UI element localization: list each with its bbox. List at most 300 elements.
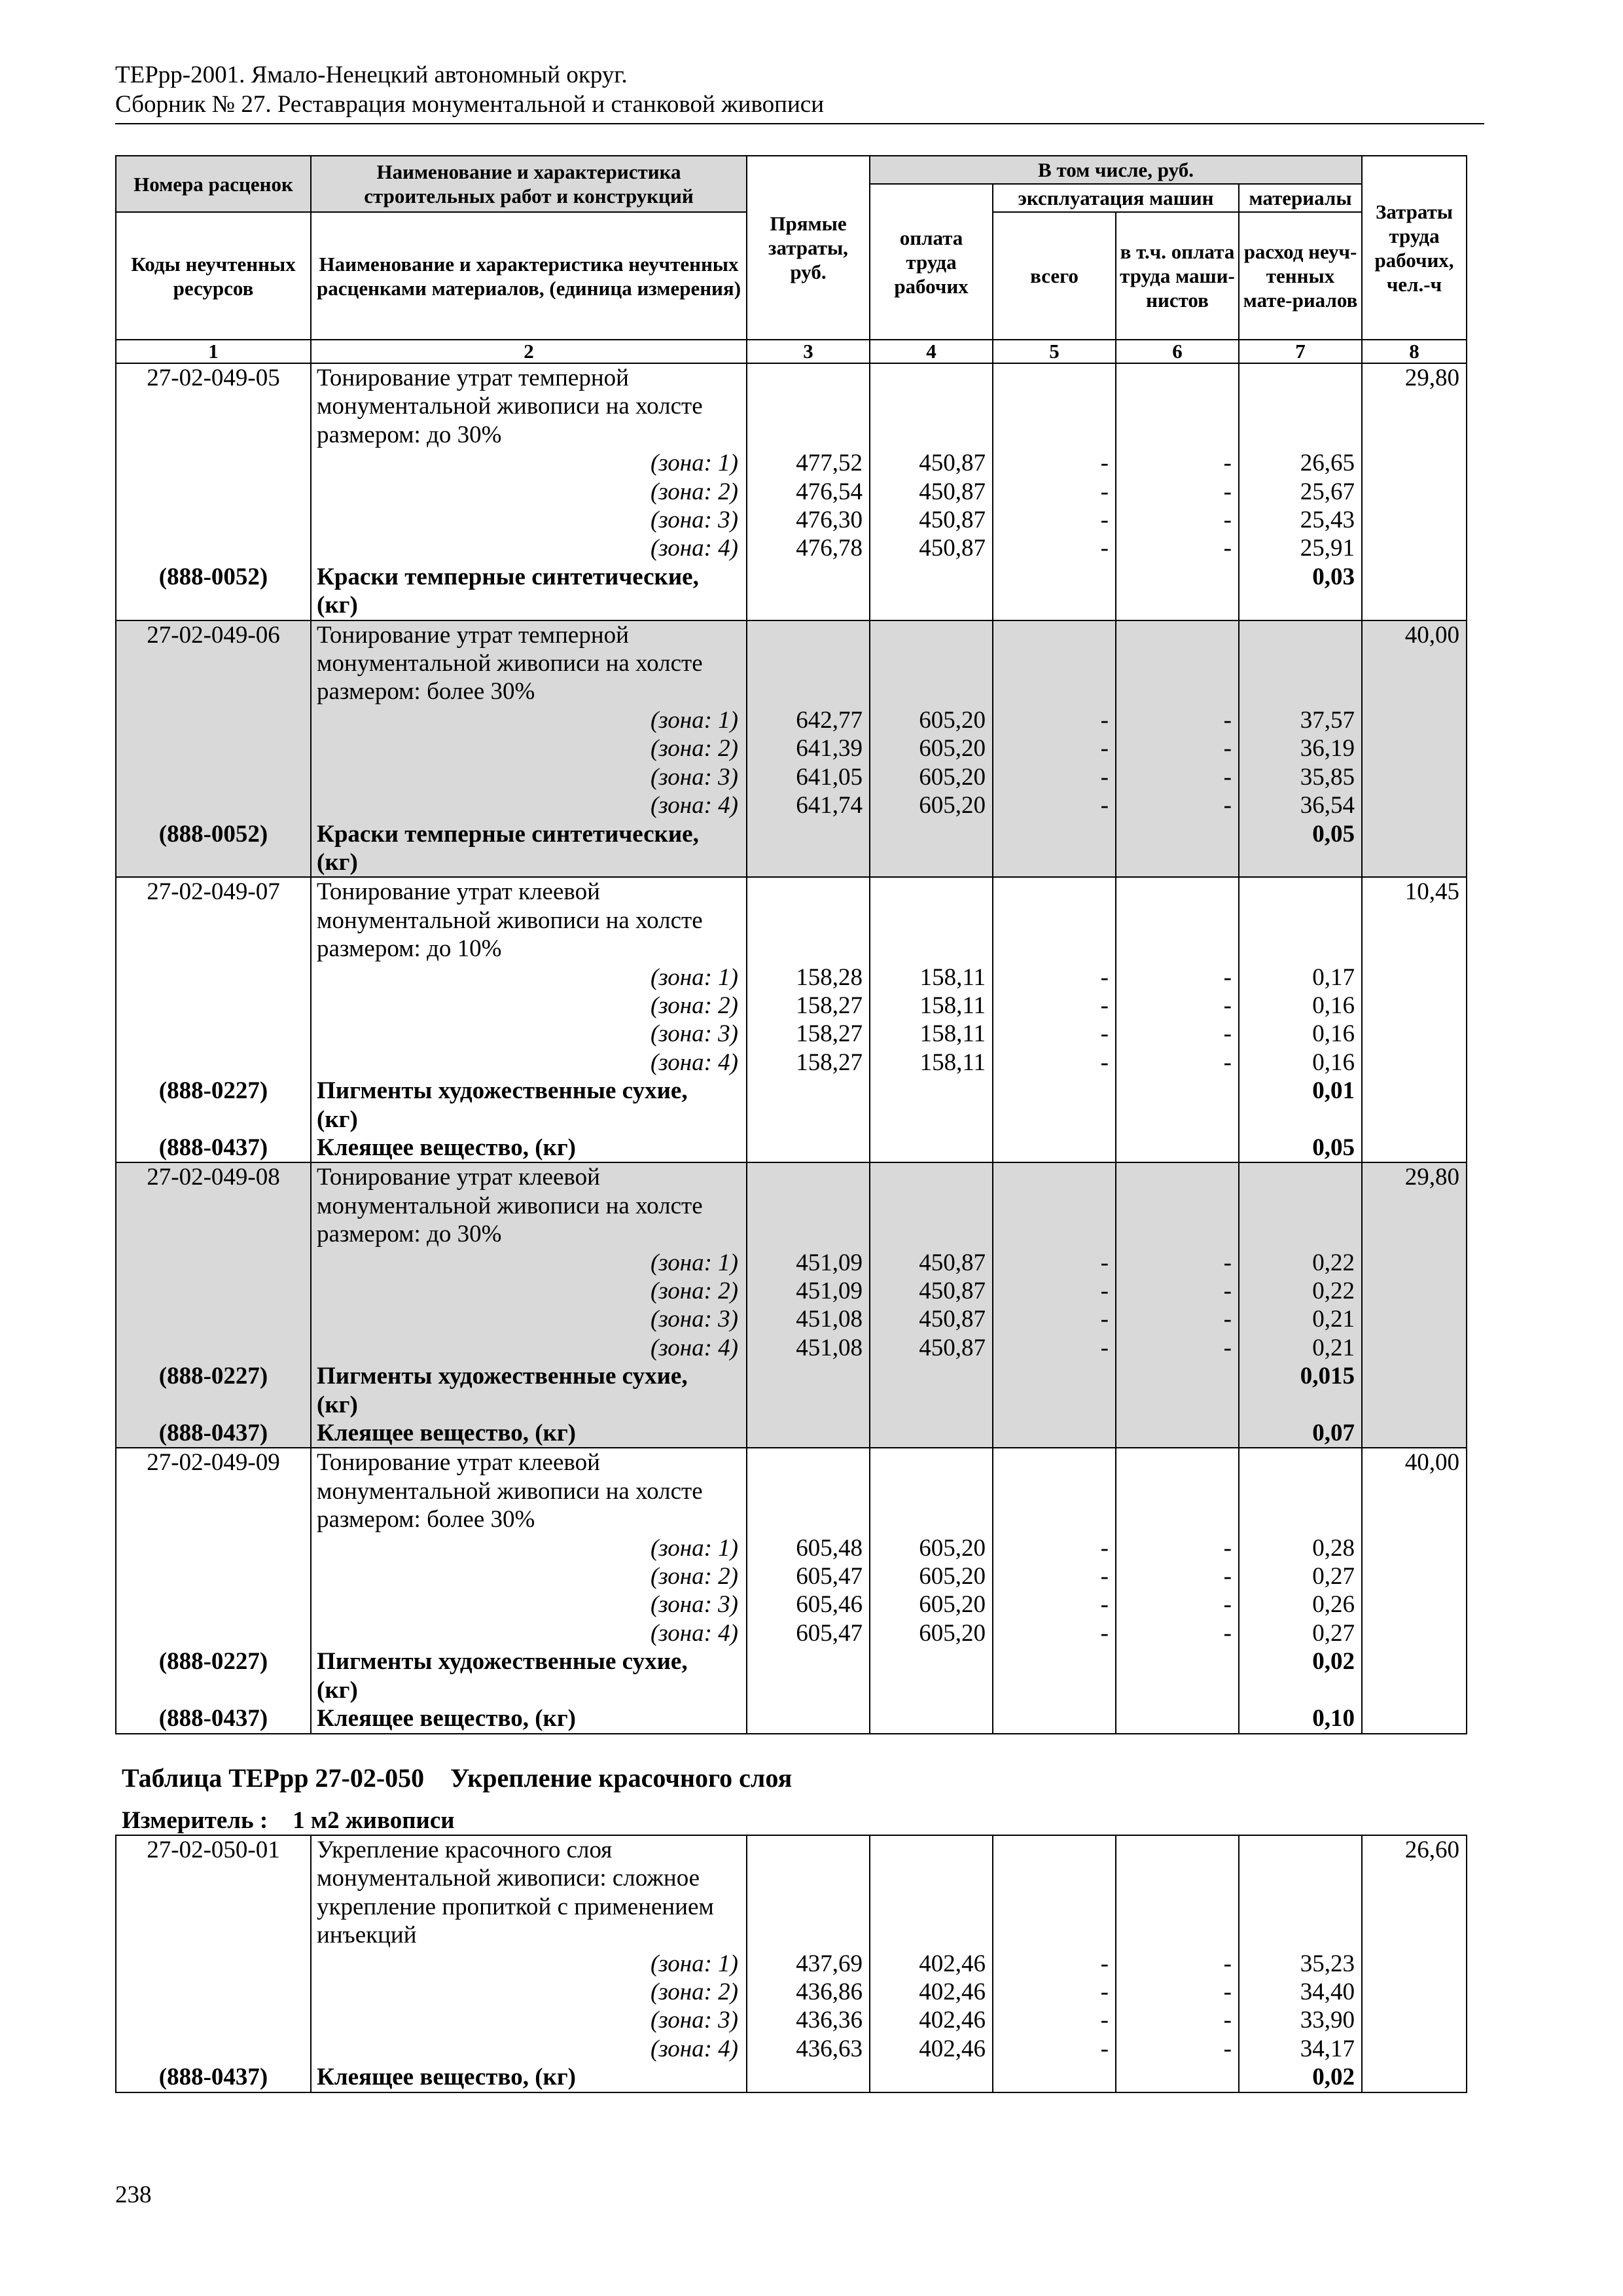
resource-name-line: Пигменты художественные сухие, [311,1077,747,1105]
labor-pay-value: 450,87 [870,1249,993,1277]
table-2-title [122,1763,792,1793]
machinist-pay-value: - [1116,992,1239,1020]
cell [1116,1676,1239,1704]
cell [870,1105,993,1134]
cell [116,1305,311,1333]
cell [870,649,993,677]
col-header-rate-numbers: Номера расценок [116,156,311,212]
cell [1362,935,1467,963]
cell [1362,2063,1467,2092]
labor-pay-value: 402,46 [870,2035,993,2063]
materials-value: 33,90 [1239,2006,1362,2034]
resource-name-line: Клеящее вещество, (кг) [311,1419,747,1448]
resource-code: (888-0227) [116,1077,311,1105]
resource-value: 0,02 [1239,1647,1362,1676]
cell [870,1704,993,1733]
col-number: 6 [1116,340,1239,363]
labor-pay-value: 605,20 [870,791,993,819]
document-header [115,60,1484,119]
cell [993,820,1116,848]
cell [116,1921,311,1949]
cell [1239,649,1362,677]
zone-label: (зона: 1) [311,706,747,734]
cell [870,421,993,449]
rate-name-line: Тонирование утрат темперной [311,363,747,392]
cell [993,1477,1116,1505]
materials-value: 0,16 [1239,1020,1362,1048]
cell [1116,820,1239,848]
labor-pay-value: 605,20 [870,1534,993,1562]
header-line-2: Сборник № 27. Реставрация монументальной и станковой живописи [115,91,825,118]
cell [870,591,993,620]
machinist-pay-value: - [1116,534,1239,562]
machines-value: - [993,992,1116,1020]
rate-block [116,1835,1467,2092]
col-header-labor-pay: оплата труда рабочих [870,184,993,340]
materials-value: 34,17 [1239,2035,1362,2063]
labor-pay-value: 605,20 [870,1619,993,1647]
table-row [116,392,1467,420]
table-row [116,449,1467,477]
table-row [116,791,1467,819]
resource-code: (888-0437) [116,2063,311,2092]
machines-value: - [993,706,1116,734]
cell [870,877,993,906]
machines-value: - [993,1020,1116,1048]
cell [870,363,993,392]
cell [870,1192,993,1220]
cell [870,1419,993,1448]
materials-value: 34,40 [1239,1978,1362,2006]
table-row [116,1893,1467,1921]
zone-label: (зона: 1) [311,1534,747,1562]
machines-value: - [993,1590,1116,1619]
cell [1239,1835,1362,1864]
cell [993,1391,1116,1419]
rate-name-line: монументальной живописи на холсте [311,1477,747,1505]
cell [1362,763,1467,791]
cell [1362,392,1467,420]
table-2-name: Укрепление красочного слоя [450,1763,793,1793]
cell [993,1893,1116,1921]
cell [1362,591,1467,620]
machines-value: - [993,1277,1116,1305]
rate-block [116,363,1467,620]
table-row [116,1534,1467,1562]
resource-name-line: (кг) [311,1676,747,1704]
table-row [116,1049,1467,1077]
cell [1116,848,1239,877]
table-row [116,963,1467,992]
machinist-pay-value: - [1116,791,1239,819]
materials-value: 26,65 [1239,449,1362,477]
cell [1116,1647,1239,1676]
cell [1239,591,1362,620]
cell [116,421,311,449]
machines-value: - [993,1950,1116,1978]
cell [1362,534,1467,562]
labor-pay-value: 402,46 [870,1978,993,2006]
resource-name-line: Краски темперные синтетические, [311,563,747,591]
cell [1362,820,1467,848]
zone-label: (зона: 4) [311,534,747,562]
zone-label: (зона: 4) [311,1619,747,1647]
cell [116,1864,311,1892]
machinist-pay-value: - [1116,1562,1239,1590]
materials-value: 0,16 [1239,992,1362,1020]
table-row [116,421,1467,449]
col-number: 8 [1362,340,1467,363]
cell [993,363,1116,392]
cell [1239,677,1362,706]
cell [870,1134,993,1162]
rate-code: 27-02-049-05 [116,363,311,392]
cell [116,791,311,819]
cell [116,1893,311,1921]
materials-value: 0,17 [1239,963,1362,992]
cell [747,1362,870,1390]
header-line-1: ТЕРрр-2001. Ямало-Ненецкий автономный округ. [115,62,628,88]
materials-value: 0,16 [1239,1049,1362,1077]
rate-code: 27-02-049-09 [116,1448,311,1477]
machines-value: - [993,534,1116,562]
table-row [116,1978,1467,2006]
zone-label: (зона: 4) [311,2035,747,2063]
direct-cost-value: 437,69 [747,1950,870,1978]
rate-block [116,620,1467,878]
cell [747,1477,870,1505]
table-row [116,363,1467,392]
cell [747,1391,870,1419]
rate-block [116,877,1467,1162]
rate-name-line: размером: до 10% [311,935,747,963]
labor-pay-value: 158,11 [870,1020,993,1048]
machinist-pay-value: - [1116,1590,1239,1619]
labor-cost-value: 26,60 [1362,1835,1467,1864]
table-2-measure [122,1806,455,1835]
machinist-pay-value: - [1116,1534,1239,1562]
cell [116,963,311,992]
cell [747,1647,870,1676]
cell [870,1220,993,1248]
col-header-material-names: Наименование и характеристика неучтенных расценками материалов, (единица измерения) [311,212,747,340]
machinist-pay-value: - [1116,506,1239,534]
cell [1362,1619,1467,1647]
resource-name-line: (кг) [311,591,747,620]
cell [116,734,311,762]
cell [1239,1505,1362,1534]
zone-label: (зона: 2) [311,1978,747,2006]
cell [1239,1220,1362,1248]
cell [993,392,1116,420]
cell [1362,906,1467,935]
machinist-pay-value: - [1116,763,1239,791]
table-row [116,1305,1467,1333]
cell [1239,1448,1362,1477]
cell [870,1647,993,1676]
cell [1362,2006,1467,2034]
cell [747,591,870,620]
cell [993,1362,1116,1390]
machines-value: - [993,478,1116,506]
machines-value: - [993,2006,1116,2034]
rate-code: 27-02-049-08 [116,1162,311,1191]
cell [1116,1192,1239,1220]
cell [1239,877,1362,906]
zone-label: (зона: 3) [311,2006,747,2034]
direct-cost-value: 451,09 [747,1277,870,1305]
cell [1362,992,1467,1020]
cell [993,649,1116,677]
col-header-including: В том числе, руб. [870,156,1362,184]
cell [993,877,1116,906]
resource-name-line: Клеящее вещество, (кг) [311,1134,747,1162]
cell [1116,363,1239,392]
direct-cost-value: 451,08 [747,1305,870,1333]
cell [1116,1704,1239,1733]
rate-name-line: Тонирование утрат клеевой [311,1448,747,1477]
cell [1362,848,1467,877]
cell [116,906,311,935]
direct-cost-value: 436,63 [747,2035,870,2063]
labor-cost-value: 40,00 [1362,1448,1467,1477]
cell [870,1835,993,1864]
machines-value: - [993,449,1116,477]
cell [1362,1277,1467,1305]
cell [1362,1505,1467,1534]
cell [116,1619,311,1647]
materials-value: 0,22 [1239,1277,1362,1305]
table-row [116,1921,1467,1949]
cell [1116,563,1239,591]
labor-pay-value: 158,11 [870,963,993,992]
resource-code: (888-0052) [116,563,311,591]
cell [870,1921,993,1949]
cell [116,1534,311,1562]
cell [993,1077,1116,1105]
cell [1239,906,1362,935]
machines-value: - [993,1562,1116,1590]
table-row [116,2063,1467,2092]
cell [747,1077,870,1105]
cell [1362,1562,1467,1590]
table-2-code: Таблица ТЕРрр 27-02-050 [122,1763,425,1793]
col-number: 2 [311,340,747,363]
cell [116,1391,311,1419]
direct-cost-value: 158,28 [747,963,870,992]
machinist-pay-value: - [1116,1305,1239,1333]
materials-value: 0,21 [1239,1334,1362,1362]
resource-code: (888-0437) [116,1704,311,1733]
cell [1362,1419,1467,1448]
cell [993,1105,1116,1134]
cell [116,506,311,534]
rate-code: 27-02-050-01 [116,1835,311,1864]
labor-cost-value: 10,45 [1362,877,1467,906]
cell [993,1835,1116,1864]
cell [116,1676,311,1704]
machinist-pay-value: - [1116,2035,1239,2063]
direct-cost-value: 605,47 [747,1562,870,1590]
rate-name-line: размером: более 30% [311,1505,747,1534]
table-row [116,1619,1467,1647]
rate-code: 27-02-049-07 [116,877,311,906]
table-row [116,1448,1467,1477]
cell [116,763,311,791]
cell [993,677,1116,706]
rate-block [116,1448,1467,1733]
cell [870,1864,993,1892]
resource-code: (888-0227) [116,1647,311,1676]
labor-pay-value: 450,87 [870,1305,993,1333]
table-row [116,506,1467,534]
col-number: 1 [116,340,311,363]
direct-cost-value: 641,74 [747,791,870,819]
cell [993,1220,1116,1248]
cell [993,1134,1116,1162]
cell [870,1391,993,1419]
cell [747,392,870,420]
materials-value: 36,19 [1239,734,1362,762]
materials-value: 0,26 [1239,1590,1362,1619]
table-row [116,1419,1467,1448]
rate-name-line: размером: более 30% [311,677,747,706]
rate-name-line: инъекций [311,1921,747,1949]
zone-label: (зона: 4) [311,1049,747,1077]
rate-name-line: Тонирование утрат клеевой [311,1162,747,1191]
zone-label: (зона: 3) [311,1590,747,1619]
direct-cost-value: 436,36 [747,2006,870,2034]
col-number: 4 [870,340,993,363]
cell [116,1562,311,1590]
table-row [116,1192,1467,1220]
machines-value: - [993,1249,1116,1277]
cell [870,1077,993,1105]
direct-cost-value: 477,52 [747,449,870,477]
direct-cost-value: 451,08 [747,1334,870,1362]
cell [870,1448,993,1477]
cell [870,563,993,591]
labor-pay-value: 605,20 [870,734,993,762]
cell [1362,791,1467,819]
machinist-pay-value: - [1116,1249,1239,1277]
cell [747,906,870,935]
resource-value: 0,01 [1239,1077,1362,1105]
col-header-materials-use: расход неуч-тенных мате-риалов [1239,212,1362,340]
cell [1362,649,1467,677]
table-row [116,1134,1467,1162]
table-row [116,992,1467,1020]
labor-pay-value: 605,20 [870,1562,993,1590]
cell [747,1505,870,1534]
machinist-pay-value: - [1116,706,1239,734]
table-row [116,1647,1467,1676]
cell [1362,1077,1467,1105]
cell [116,649,311,677]
table-row [116,1835,1467,1864]
table-row [116,1220,1467,1248]
header-divider [115,123,1484,124]
cell [993,848,1116,877]
cell [993,591,1116,620]
cell [1362,2035,1467,2063]
cell [1362,1305,1467,1333]
cell [1362,1647,1467,1676]
rate-name-line: Тонирование утрат темперной [311,620,747,649]
table-row [116,534,1467,562]
table-row [116,1105,1467,1134]
cell [1362,1950,1467,1978]
table-row [116,848,1467,877]
cell [116,1334,311,1362]
cell [747,563,870,591]
cell [116,2006,311,2034]
cell [1116,1477,1239,1505]
cell [116,1978,311,2006]
direct-cost-value: 158,27 [747,1020,870,1048]
materials-value: 0,28 [1239,1534,1362,1562]
cell [993,563,1116,591]
cell [1116,1105,1239,1134]
resource-name-line: Пигменты художественные сухие, [311,1362,747,1390]
cell [747,1835,870,1864]
resource-name-line: Клеящее вещество, (кг) [311,1704,747,1733]
cell [116,706,311,734]
resource-name-line: (кг) [311,848,747,877]
table-row [116,906,1467,935]
machinist-pay-value: - [1116,1277,1239,1305]
cell [747,363,870,392]
cell [1116,677,1239,706]
table-row [116,1020,1467,1048]
labor-pay-value: 450,87 [870,449,993,477]
machinist-pay-value: - [1116,449,1239,477]
cell [993,2063,1116,2092]
cell [1239,1192,1362,1220]
rate-name-line: размером: до 30% [311,1220,747,1248]
cell [1239,421,1362,449]
cell [1362,1134,1467,1162]
direct-cost-value: 605,46 [747,1590,870,1619]
zone-label: (зона: 1) [311,1249,747,1277]
cell [1116,935,1239,963]
table-row [116,1676,1467,1704]
cell [747,848,870,877]
cell [1116,1893,1239,1921]
cell [747,677,870,706]
cell [747,1704,870,1733]
col-header-direct-costs: Прямые затраты, руб. [747,156,870,340]
cell [1362,1534,1467,1562]
rate-name-line: монументальной живописи на холсте [311,649,747,677]
machinist-pay-value: - [1116,2006,1239,2034]
cell [1116,1391,1239,1419]
resource-value: 0,10 [1239,1704,1362,1733]
labor-pay-value: 450,87 [870,534,993,562]
zone-label: (зона: 3) [311,506,747,534]
cell [1239,1105,1362,1134]
table-row [116,935,1467,963]
cell [747,1676,870,1704]
cell [1362,563,1467,591]
cell [747,2063,870,2092]
cell [870,1893,993,1921]
machines-value: - [993,1978,1116,2006]
cell [747,1893,870,1921]
cell [870,1505,993,1534]
cell [1362,506,1467,534]
cell [116,449,311,477]
